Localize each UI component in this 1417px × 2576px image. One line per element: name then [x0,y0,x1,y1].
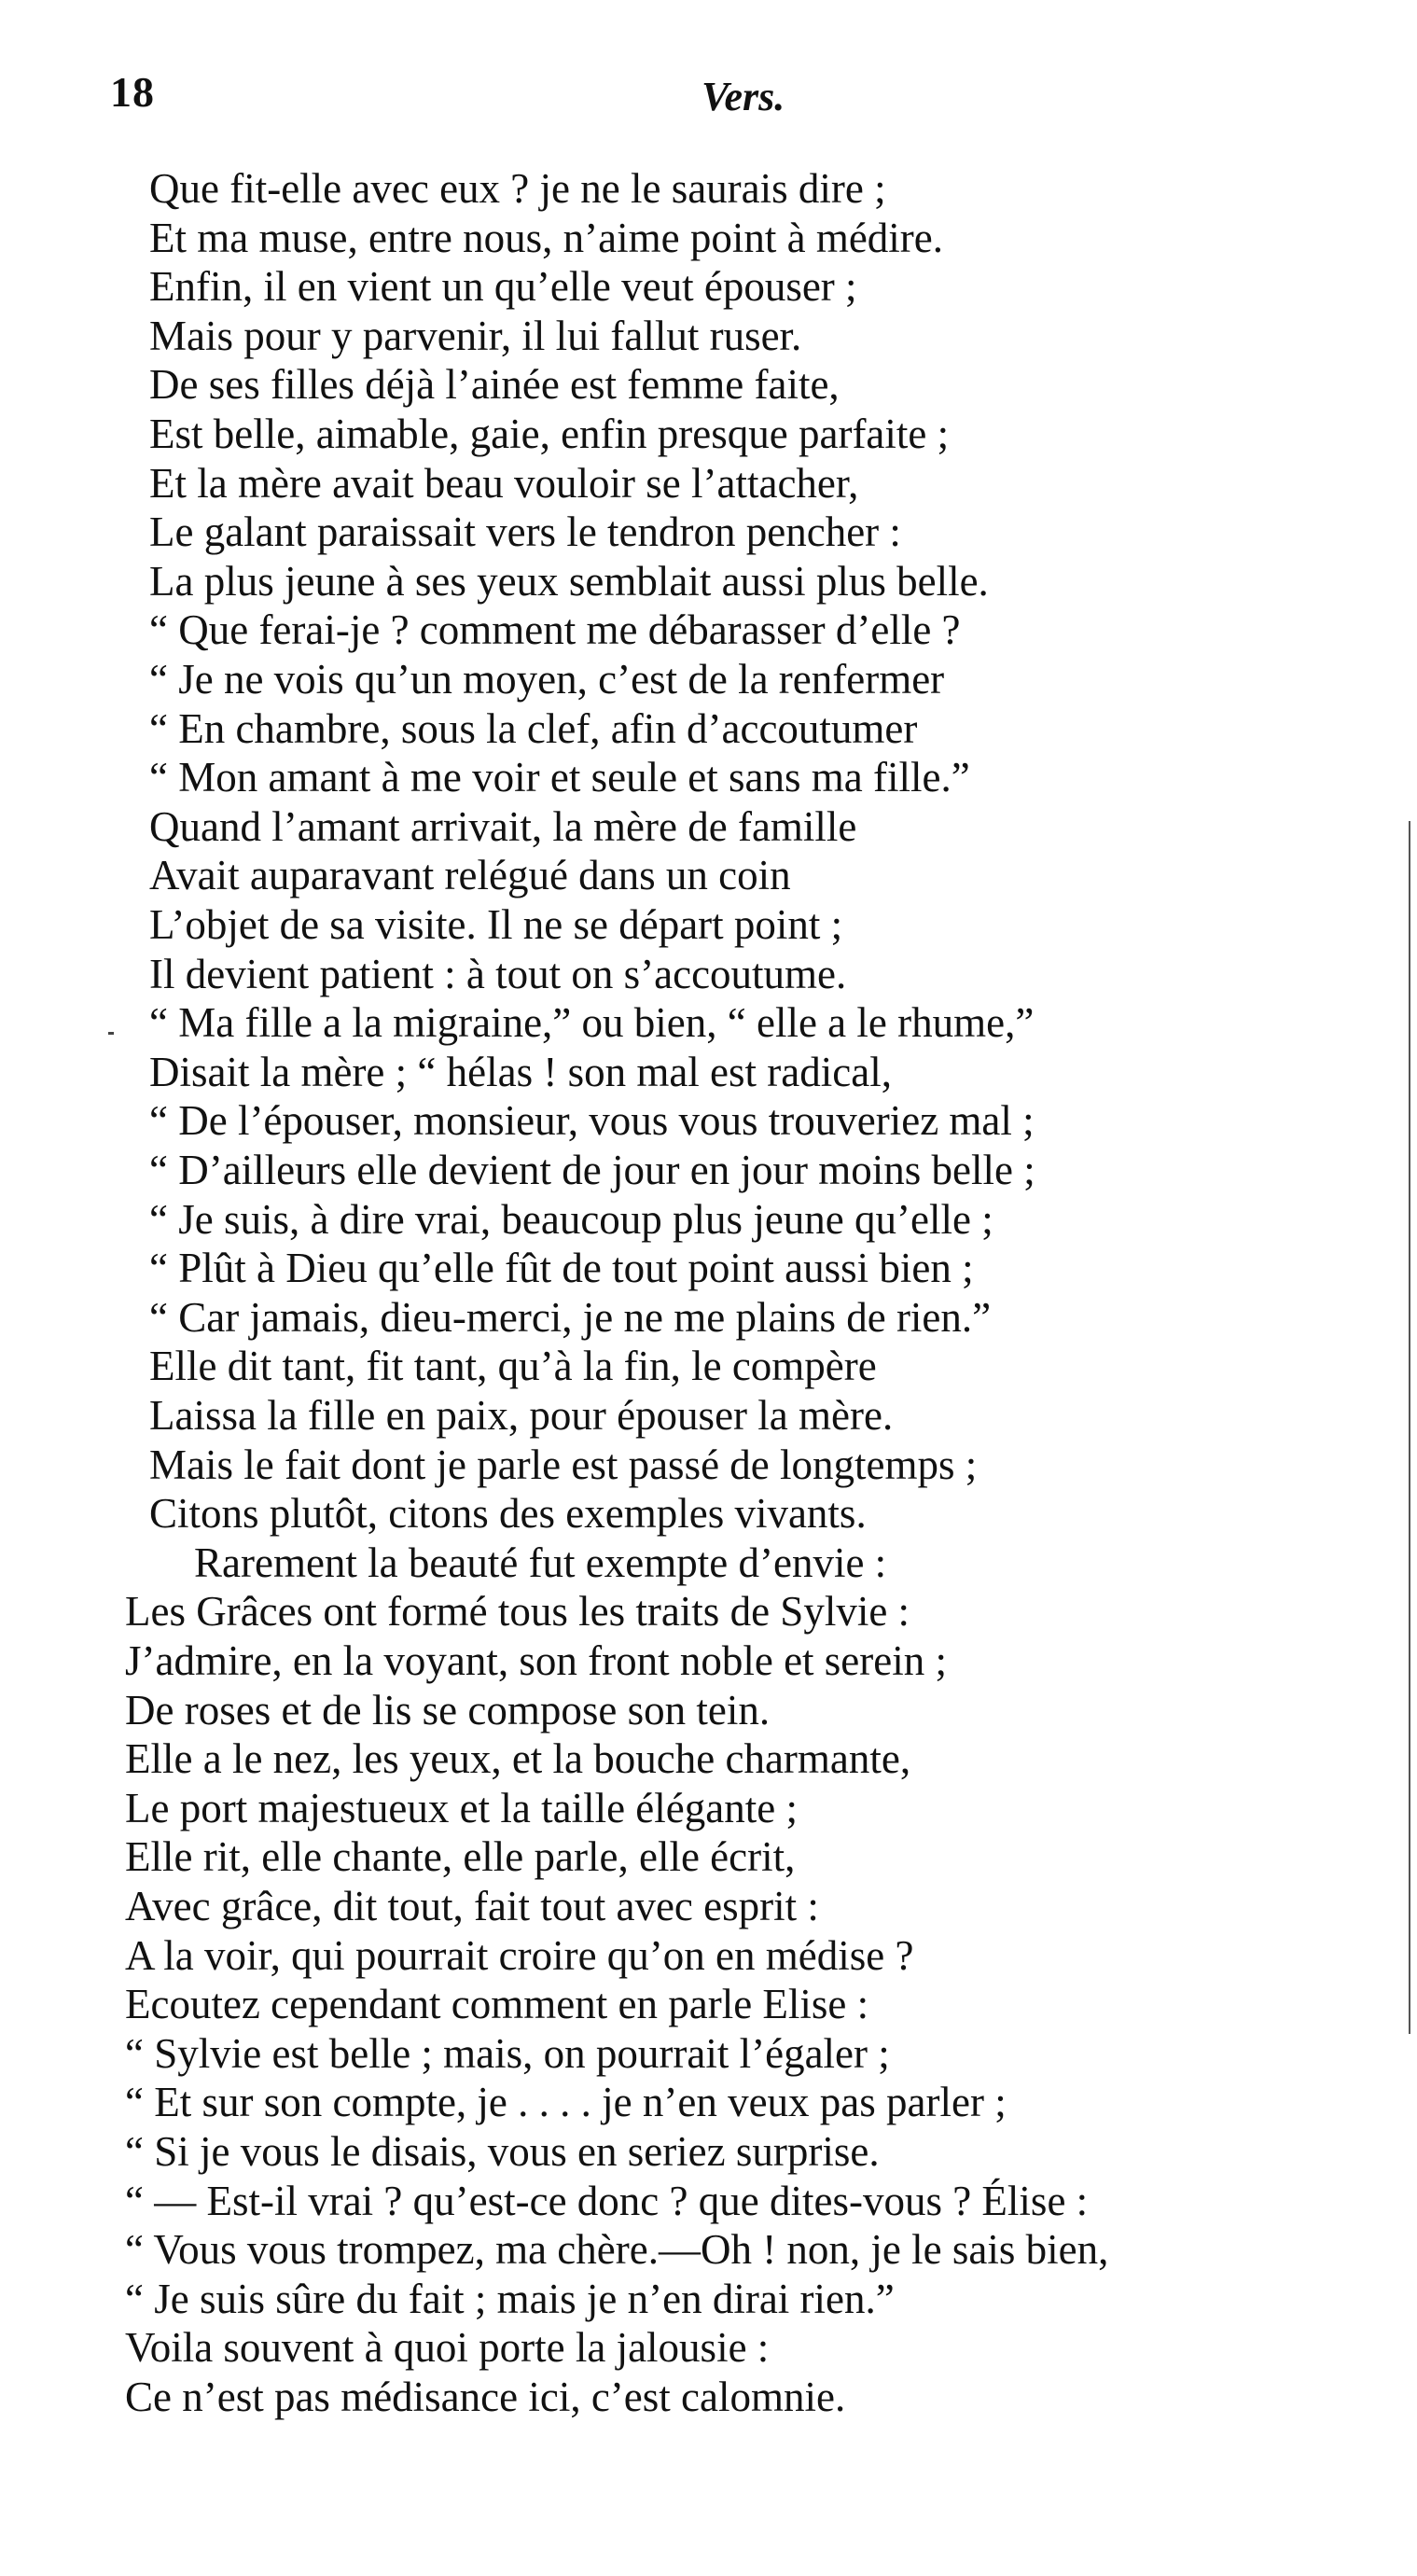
poem-line: De ses filles déjà l’ainée est femme faite, [149,361,840,408]
poem-line: “ Plût à Dieu qu’elle fût de tout point aussi bien ; [149,1245,974,1291]
poem-line: Quand l’amant arrivait, la mère de famille [149,803,857,850]
poem-line: Les Grâces ont formé tous les traits de Sylvie : [125,1588,910,1635]
poem-line: Et la mère avait beau vouloir se l’attacher, [149,460,859,507]
poem-line: J’admire, en la voyant, son front noble et serein ; [125,1637,947,1684]
poem-line: “ De l’épouser, monsieur, vous vous trouveriez mal ; [149,1097,1035,1144]
poem-line: “ Sylvie est belle ; mais, on pourrait l’égaler ; [125,2030,890,2077]
poem-line: Rarement la beauté fut exempte d’envie : [194,1539,887,1586]
poem-line: Le galant paraissait vers le tendron pencher : [149,508,901,555]
poem-line: Le port majestueux et la taille élégante ; [125,1785,798,1831]
poem-line: Que fit-elle avec eux ? je ne le saurais dire ; [149,165,886,212]
poem-line: Citons plutôt, citons des exemples vivants. [149,1490,867,1537]
poem-line: Avec grâce, dit tout, fait tout avec esprit : [125,1883,819,1929]
poem-line: “ Je suis sûre du fait ; mais je n’en dirai rien.” [125,2276,895,2322]
running-title: Vers. [702,74,785,119]
poem-line: “ — Est-il vrai ? qu’est-ce donc ? que dites-vous ? Élise : [125,2178,1089,2224]
poem-line: “ Ma fille a la migraine,” ou bien, “ elle a le rhume,” [149,999,1035,1046]
poem-line: Elle a le nez, les yeux, et la bouche charmante, [125,1735,911,1782]
poem-line: A la voir, qui pourrait croire qu’on en médise ? [125,1932,914,1979]
page-number: 18 [110,68,155,116]
poem-line: Ecoutez cependant comment en parle Elise : [125,1981,869,2027]
poem-line: Elle dit tant, fit tant, qu’à la fin, le compère [149,1343,877,1389]
poem-line: “ Et sur son compte, je . . . . je n’en veux pas parler ; [125,2079,1007,2125]
poem-line: L’objet de sa visite. Il ne se départ point ; [149,901,843,948]
poem-line: “ D’ailleurs elle devient de jour en jour moins belle ; [149,1147,1035,1193]
poem-line: Disait la mère ; “ hélas ! son mal est radical, [149,1049,892,1095]
poem-line: “ Que ferai-je ? comment me débarasser d’elle ? [149,606,961,653]
poem-line: “ Car jamais, dieu-merci, je ne me plains de rien.” [149,1294,992,1341]
poem-line: Elle rit, elle chante, elle parle, elle écrit, [125,1833,796,1880]
poem-line: “ Vous vous trompez, ma chère.—Oh ! non, je le sais bien, [125,2226,1109,2273]
poem-line: Mais pour y parvenir, il lui fallut ruser. [149,313,802,359]
poem-line: “ En chambre, sous la clef, afin d’accoutumer [149,705,918,752]
poem-line: Ce n’est pas médisance ici, c’est calomnie. [125,2374,846,2420]
poem-line: Est belle, aimable, gaie, enfin presque parfaite ; [149,411,950,457]
poem-line: “ Si je vous le disais, vous en seriez surprise. [125,2128,880,2175]
poem-line: Laissa la fille en paix, pour épouser la mère. [149,1392,894,1439]
poem-line: Voila souvent à quoi porte la jalousie : [125,2324,770,2371]
poem-line: Avait auparavant relégué dans un coin [149,852,791,898]
poem-line: De roses et de lis se compose son tein. [125,1687,771,1734]
poem-line: La plus jeune à ses yeux semblait aussi plus belle. [149,558,989,605]
margin-mark [108,1032,114,1035]
poem-line: Et ma muse, entre nous, n’aime point à médire. [149,215,944,261]
poem-line: “ Mon amant à me voir et seule et sans ma fille.” [149,754,970,801]
poem-line: Mais le fait dont je parle est passé de longtemps ; [149,1441,978,1488]
poem-line: Il devient patient : à tout on s’accoutume. [149,951,847,997]
page-edge-rule [1409,821,1410,2034]
poem-line: Enfin, il en vient un qu’elle veut épouser ; [149,263,857,310]
poem-line: “ Je suis, à dire vrai, beaucoup plus jeune qu’elle ; [149,1196,993,1243]
poem-line: “ Je ne vois qu’un moyen, c’est de la renfermer [149,656,945,703]
